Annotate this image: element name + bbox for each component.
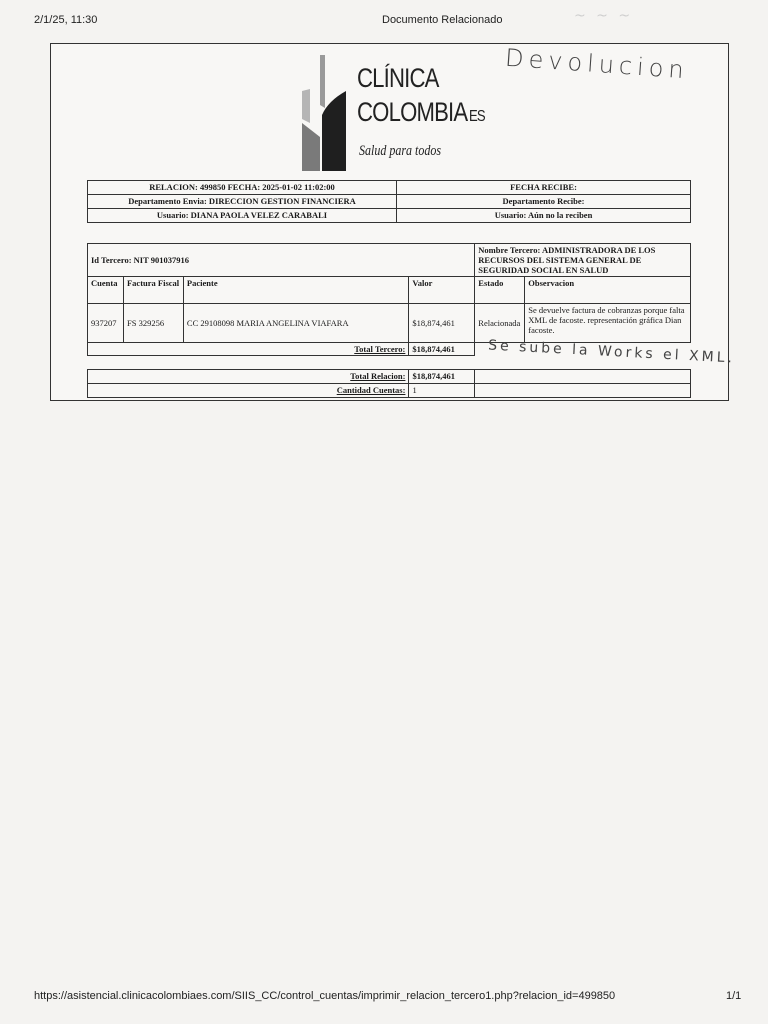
total-tercero-value: $18,874,461: [409, 343, 475, 356]
accounts-table: [87, 243, 691, 356]
handwritten-note: Se sube la Works el XML.: [487, 337, 736, 367]
empty-cell: [475, 384, 691, 398]
relation-header-row: [88, 181, 691, 195]
table-row: [88, 304, 691, 343]
dept-recibe-cell: Departamento Recibe:: [397, 195, 691, 209]
relation-header-row: [88, 195, 691, 209]
column-header-row: [88, 277, 691, 304]
col-valor: Valor: [409, 277, 475, 304]
cell-observacion: Se devuelve factura de cobranzas porque falta XML de facoste. representación gráfica Dian facoste.: [525, 304, 691, 343]
col-observacion: Observacion: [525, 277, 691, 304]
logo-line-2: [357, 97, 485, 128]
cell-paciente: CC 29108098 MARIA ANGELINA VIAFARA: [183, 304, 408, 343]
totals-table: [87, 369, 691, 398]
cell-factura: FS 329256: [123, 304, 183, 343]
logo-line-1: CLÍNICA: [357, 63, 439, 93]
col-cuenta: Cuenta: [88, 277, 124, 304]
col-paciente: Paciente: [183, 277, 408, 304]
col-factura: Factura Fiscal: [123, 277, 183, 304]
tercero-row: [88, 244, 691, 277]
cell-valor: $18,874,461: [409, 304, 475, 343]
dept-envia-cell: Departamento Envia: DIRECCION GESTION FINANCIERA: [88, 195, 397, 209]
logo-suffix: ES: [468, 108, 485, 125]
total-relacion-value: $18,874,461: [409, 370, 475, 384]
relation-header-table: [87, 180, 691, 223]
logo-line-2-text: COLOMBIA: [357, 97, 468, 127]
total-relacion-row: [88, 370, 691, 384]
tercero-id-cell: Id Tercero: NIT 901037916: [88, 244, 475, 277]
print-url: https://asistencial.clinicacolombiaes.com/SIIS_CC/control_cuentas/imprimir_relacion_tercero1.php?relacion_id=499850: [34, 990, 616, 1002]
print-header: [0, 14, 768, 30]
handwritten-annotation-devolucion: Devolucion: [504, 43, 690, 85]
faint-handwriting-top: ~ ~ ~: [574, 8, 634, 24]
cell-cuenta: 937207: [88, 304, 124, 343]
print-datetime: 2/1/25, 11:30: [34, 14, 98, 26]
relation-header-row: [88, 209, 691, 223]
page-number: 1/1: [726, 990, 742, 1002]
cell-estado: Relacionada: [475, 304, 525, 343]
print-title: Documento Relacionado: [382, 14, 503, 26]
relation-id-cell: RELACION: 499850 FECHA: 2025-01-02 11:02:00: [88, 181, 397, 195]
clinic-logo-icon: [298, 53, 348, 173]
usuario-envia-cell: Usuario: DIANA PAOLA VELEZ CARABALI: [88, 209, 397, 223]
cantidad-cuentas-row: [88, 384, 691, 398]
clinic-logo: [298, 53, 498, 173]
logo-slogan: Salud para todos: [359, 143, 442, 159]
total-tercero-label: Total Tercero:: [88, 343, 409, 356]
total-relacion-label: Total Relacion:: [88, 370, 409, 384]
fecha-recibe-cell: FECHA RECIBE:: [397, 181, 691, 195]
col-estado: Estado: [475, 277, 525, 304]
tercero-name-cell: Nombre Tercero: ADMINISTRADORA DE LOS RECURSOS DEL SISTEMA GENERAL DE SEGURIDAD SOCIAL EN SALUD: [475, 244, 691, 277]
cantidad-cuentas-value: 1: [409, 384, 475, 398]
cantidad-cuentas-label: Cantidad Cuentas:: [88, 384, 409, 398]
usuario-recibe-cell: Usuario: Aún no la reciben: [397, 209, 691, 223]
empty-cell: [475, 370, 691, 384]
